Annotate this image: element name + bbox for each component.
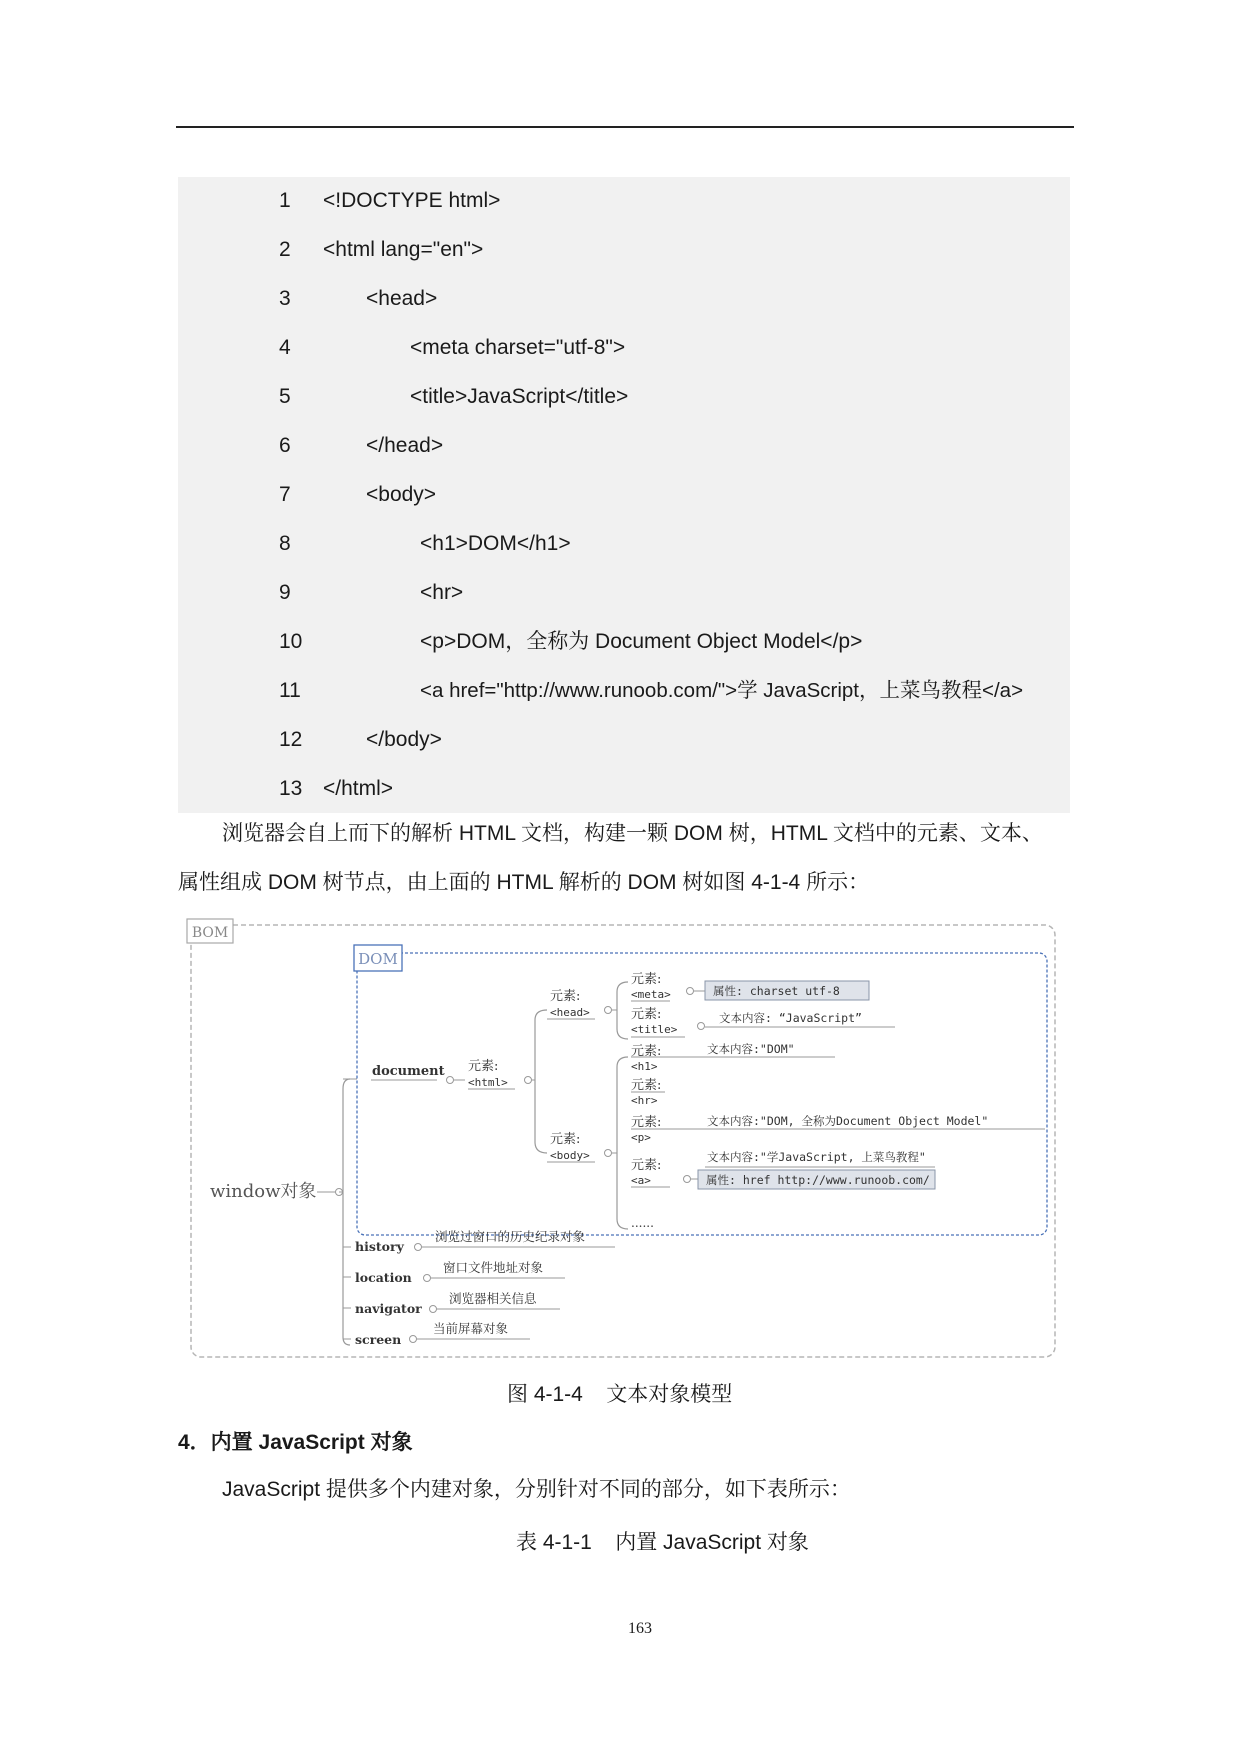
meta-tag: <meta>	[631, 988, 671, 1001]
h1-tag: <h1>	[631, 1060, 658, 1073]
a-tag: <a>	[631, 1174, 651, 1187]
code-text: <a href="http://www.runoob.com/">学 JavaScript，上菜鸟教程</a>	[420, 679, 1024, 702]
node-dot	[605, 1150, 612, 1157]
line-number: 7	[279, 483, 291, 506]
code-text: <html lang="en">	[323, 238, 484, 261]
bom-label: BOM	[191, 925, 229, 941]
node-dot	[410, 1336, 417, 1343]
line-number: 9	[279, 581, 291, 604]
code-text: <!DOCTYPE html>	[323, 189, 501, 212]
code-text: <body>	[366, 483, 437, 506]
navigator-description: 浏览器相关信息	[449, 1291, 537, 1306]
head-tag: <head>	[550, 1006, 590, 1019]
code-text: <hr>	[420, 581, 464, 604]
node-dot	[424, 1275, 431, 1282]
dom-box	[357, 953, 1047, 1235]
a-element-label: 元素:	[631, 1158, 662, 1173]
line-number: 8	[279, 532, 291, 555]
page-number: 163	[628, 1620, 652, 1637]
code-line	[178, 569, 1070, 617]
p-text-content: 文本内容:"DOM, 全称为Document Object Model"	[707, 1114, 989, 1128]
screen-label: screen	[355, 1332, 402, 1347]
window-branch	[343, 1079, 350, 1345]
code-line	[178, 177, 1070, 225]
section-heading: 4．内置 JavaScript 对象	[178, 1431, 413, 1454]
document-label: document	[372, 1064, 445, 1079]
code-line	[178, 667, 1070, 715]
figure-caption: 图 4-1-4 文本对象模型	[507, 1383, 733, 1406]
hr-tag: <hr>	[631, 1094, 658, 1107]
head-element-label: 元素:	[550, 989, 581, 1004]
code-line	[178, 618, 1070, 666]
table-caption: 表 4-1-1 内置 JavaScript 对象	[516, 1531, 809, 1554]
code-text: </head>	[366, 434, 444, 457]
more-elements-ellipsis: ......	[631, 1216, 654, 1230]
node-dot	[430, 1306, 437, 1313]
p-element-label: 元素:	[631, 1115, 662, 1130]
line-number: 10	[279, 630, 303, 653]
code-line	[178, 226, 1070, 274]
code-listing	[178, 177, 1070, 813]
a-attribute-text: 属性: href http://www.runoob.com/	[706, 1173, 930, 1187]
history-description: 浏览过窗口的历史纪录对象	[435, 1229, 586, 1244]
dom-tree-diagram	[185, 917, 1061, 1362]
location-label: location	[355, 1270, 412, 1285]
node-dot	[684, 1176, 691, 1183]
h1-text-content: 文本内容:"DOM"	[707, 1042, 795, 1056]
line-number: 13	[279, 777, 303, 800]
code-text: <h1>DOM</h1>	[420, 532, 571, 555]
line-number: 12	[279, 728, 303, 751]
body-tag: <body>	[550, 1149, 590, 1162]
node-dot	[447, 1077, 454, 1084]
body-element-label: 元素:	[550, 1132, 581, 1147]
code-line	[178, 373, 1070, 421]
code-line	[178, 275, 1070, 323]
node-dot	[605, 1007, 612, 1014]
bom-box	[191, 925, 1055, 1357]
title-text-content: 文本内容: “JavaScript”	[719, 1011, 862, 1025]
dom-label: DOM	[358, 950, 398, 968]
html-element-label: 元素:	[468, 1059, 499, 1074]
code-line	[178, 716, 1070, 764]
node-dot	[415, 1244, 422, 1251]
code-line	[178, 520, 1070, 568]
line-number: 4	[279, 336, 291, 359]
code-text: </body>	[366, 728, 442, 751]
navigator-label: navigator	[355, 1301, 422, 1316]
body-paragraph-line: 属性组成 DOM 树节点，由上面的 HTML 解析的 DOM 树如图 4-1-4 所示：	[178, 871, 870, 894]
hr-element-label: 元素:	[631, 1078, 662, 1093]
body-paragraph-line: 浏览器会自上而下的解析 HTML 文档，构建一颗 DOM 树，HTML 文档中的元素、文本、	[222, 822, 1043, 845]
node-dot	[525, 1077, 532, 1084]
screen-description: 当前屏幕对象	[433, 1321, 509, 1336]
p-tag: <p>	[631, 1131, 651, 1144]
header-rule	[176, 126, 1074, 128]
html-branch	[535, 1010, 547, 1153]
dom-tree-figure	[185, 917, 1061, 1362]
title-element-label: 元素:	[631, 1007, 662, 1022]
meta-attribute-text: 属性: charset utf-8	[713, 984, 840, 998]
history-label: history	[355, 1239, 404, 1254]
html-tag: <html>	[468, 1076, 508, 1089]
code-text: <meta charset="utf-8">	[410, 336, 626, 359]
code-text: <p>DOM，全称为 Document Object Model</p>	[420, 630, 863, 653]
line-number: 2	[279, 238, 291, 261]
meta-element-label: 元素:	[631, 972, 662, 987]
line-number: 5	[279, 385, 291, 408]
body-branch	[617, 1057, 628, 1229]
code-text: <head>	[366, 287, 438, 310]
line-number: 6	[279, 434, 291, 457]
line-number: 3	[279, 287, 291, 310]
body-paragraph: JavaScript 提供多个内建对象，分别针对不同的部分，如下表所示：	[222, 1478, 851, 1501]
code-line	[178, 324, 1070, 372]
node-dot	[698, 1023, 705, 1030]
code-text: <title>JavaScript</title>	[410, 385, 629, 408]
h1-element-label: 元素:	[631, 1044, 662, 1059]
code-text: </html>	[323, 777, 394, 800]
code-line	[178, 765, 1070, 813]
code-line	[178, 422, 1070, 470]
head-branch	[617, 982, 628, 1039]
line-number: 11	[279, 679, 301, 702]
title-tag: <title>	[631, 1023, 678, 1036]
code-line	[178, 471, 1070, 519]
line-number: 1	[279, 189, 291, 212]
node-dot	[687, 988, 694, 995]
window-object-label: window对象	[210, 1181, 317, 1202]
a-text-content: 文本内容:"学JavaScript, 上菜鸟教程"	[707, 1150, 926, 1164]
location-description: 窗口文件地址对象	[443, 1260, 544, 1275]
